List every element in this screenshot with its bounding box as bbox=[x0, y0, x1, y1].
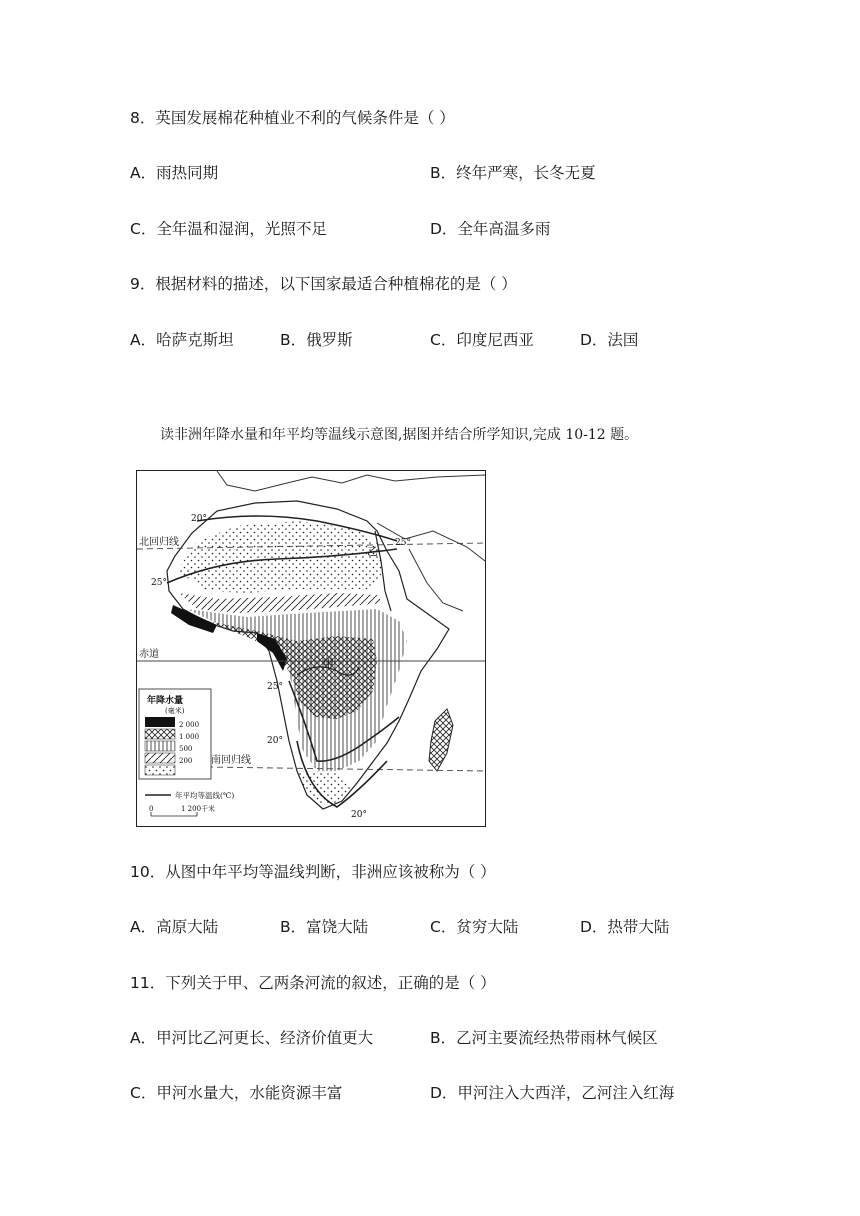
q9-option-c[interactable]: C．印度尼西亚 bbox=[430, 331, 534, 349]
europe-coast bbox=[217, 471, 485, 491]
q10-option-d[interactable]: D．热带大陆 bbox=[580, 918, 670, 936]
q10-option-c[interactable]: C．贫穷大陆 bbox=[430, 918, 519, 936]
q10-stem: 10．从图中年平均等温线判断，非洲应该被称为（ ） bbox=[130, 863, 496, 881]
label-iso-20-se: 20° bbox=[351, 810, 367, 820]
q10-option-a[interactable]: A．高原大陆 bbox=[130, 918, 219, 936]
legend-isotherm: 年平均等温线(℃) bbox=[175, 791, 235, 800]
legend-title: 年降水量 bbox=[147, 696, 184, 706]
legend-scale-zero: 0 bbox=[149, 805, 154, 813]
legend-scale-length: 1 200千米 bbox=[181, 805, 216, 813]
q9-option-b[interactable]: B．俄罗斯 bbox=[280, 331, 353, 349]
q9-option-d[interactable]: D．法国 bbox=[580, 331, 639, 349]
label-iso-20-nw: 20° bbox=[191, 514, 207, 524]
label-river-yi: 乙 bbox=[367, 545, 378, 558]
q11-option-c[interactable]: C．甲河水量大，水能资源丰富 bbox=[130, 1084, 343, 1102]
q9-stem: 9．根据材料的描述，以下国家最适合种植棉花的是（ ） bbox=[130, 275, 517, 293]
legend-level-200: 200 bbox=[179, 757, 193, 765]
q10-option-b[interactable]: B．富饶大陆 bbox=[280, 918, 369, 936]
map-legend bbox=[139, 689, 234, 816]
label-iso-20-s: 20° bbox=[267, 736, 283, 746]
q11-option-a[interactable]: A．甲河比乙河更长、经济价值更大 bbox=[130, 1029, 374, 1047]
legend-level-1000: 1 000 bbox=[179, 733, 200, 741]
legend-level-2000: 2 000 bbox=[179, 721, 200, 729]
q11-option-d[interactable]: D．甲河注入大西洋，乙河注入红海 bbox=[430, 1084, 675, 1102]
label-equator: 赤道 bbox=[139, 649, 159, 660]
q11-option-b[interactable]: B．乙河主要流经热带雨林气候区 bbox=[430, 1029, 658, 1047]
label-tropic-north: 北回归线 bbox=[139, 537, 179, 548]
q8-option-a[interactable]: A．雨热同期 bbox=[130, 164, 219, 182]
q8-option-d[interactable]: D．全年高温多雨 bbox=[430, 220, 551, 238]
q9-option-a[interactable]: A．哈萨克斯坦 bbox=[130, 331, 234, 349]
legend-level-500: 500 bbox=[179, 745, 193, 753]
q8-option-b[interactable]: B．终年严寒，长冬无夏 bbox=[430, 164, 596, 182]
label-tropic-south: 南回归线 bbox=[211, 755, 251, 766]
section-intro: 读非洲年降水量和年平均等温线示意图,据图并结合所学知识,完成 10-12 题。 bbox=[160, 427, 639, 443]
legend-unit: (毫米) bbox=[165, 707, 185, 715]
africa-map-figure bbox=[136, 470, 486, 827]
madagascar bbox=[429, 709, 453, 771]
africa-map-svg bbox=[137, 471, 485, 826]
label-iso-25-sw: 25° bbox=[267, 682, 283, 692]
label-river-jia: 甲 bbox=[323, 657, 334, 670]
q8-stem: 8．英国发展棉花种植业不利的气候条件是（ ） bbox=[130, 109, 455, 127]
label-iso-25-ne: 25° bbox=[395, 538, 411, 548]
label-iso-25-w: 25° bbox=[151, 578, 167, 588]
q8-option-c[interactable]: C．全年温和湿润，光照不足 bbox=[130, 220, 327, 238]
q11-stem: 11．下列关于甲、乙两条河流的叙述，正确的是（ ） bbox=[130, 974, 496, 992]
